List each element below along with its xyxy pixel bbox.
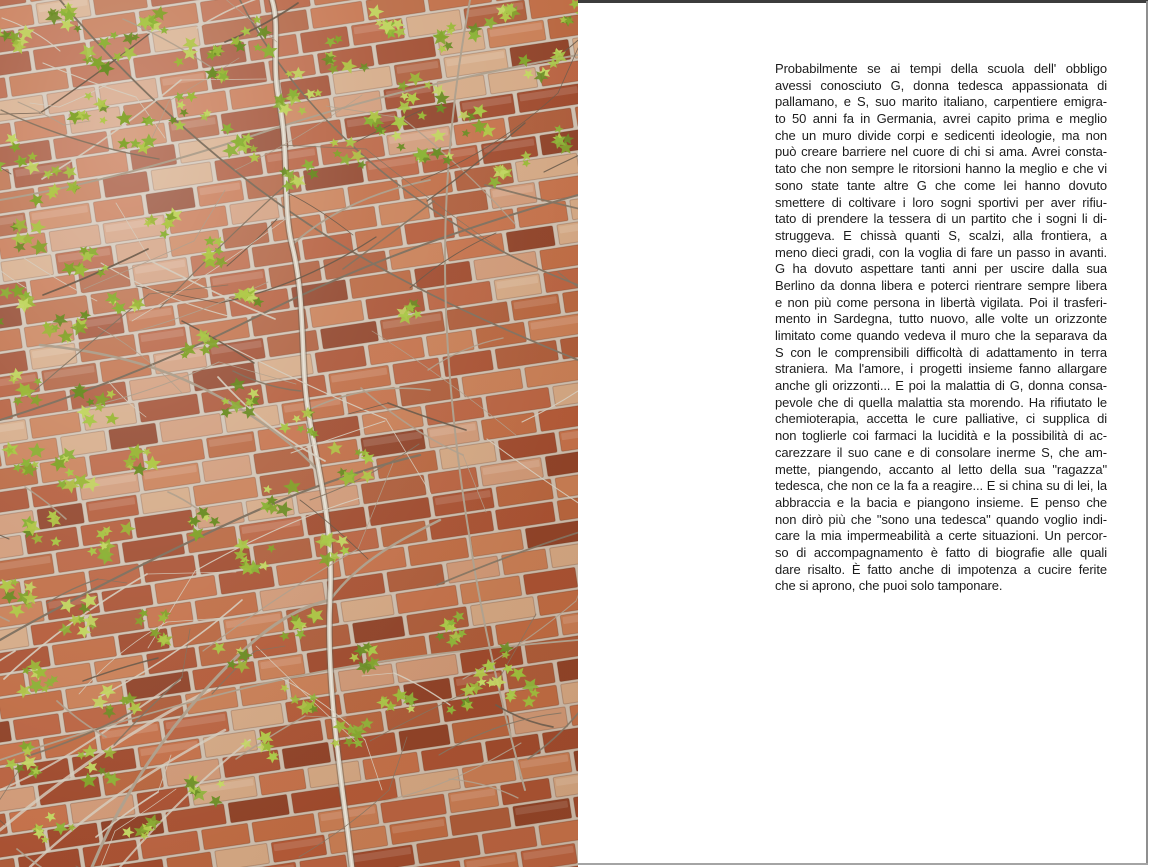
text-line: tato di prendere la tessera di un partito che i sogni li di- (775, 211, 1107, 227)
text-line: limitato come quando vedeva il muro che la separava da (775, 328, 1107, 343)
text-line: avessi conosciuto G, donna tedesca appassionata di (775, 77, 1107, 93)
text-line: meno dieci gradi, con la voglia di fare un passo in avanti. (775, 244, 1107, 260)
page-edge-right (1146, 1, 1148, 865)
text-line: sono state tante altre G che come lei hanno dovuto (775, 177, 1107, 193)
text-line: smettere di coltivare i loro sogni sportivi per aver rifiu- (775, 194, 1107, 210)
text-line: mette, piangendo, accanto al letto della sua "ragazza" (775, 461, 1107, 477)
page-edge-top (578, 0, 1148, 3)
text-page (578, 0, 1151, 867)
text-line: non dirò più che "sono una tedesca" quando voglio indi- (775, 511, 1107, 527)
text-line: che si aprono, che puoi solo tamponare. (775, 578, 1003, 594)
text-line: Berlino da donna libera e poterci rientrare sempre libera (775, 277, 1107, 293)
page-edge-bottom (578, 863, 1148, 865)
text-line: anche gli orizzonti... E poi la malattia di G, donna consa- (775, 378, 1107, 394)
text-line: pevole che di quella malattia sta morendo. Ha rifiutato le (775, 394, 1107, 410)
text-line: care la mia impermeabilità a certe situazioni. Un percor- (775, 528, 1107, 544)
text-line: straniera. Ma l'amore, i progetti insieme fanno allargare (775, 361, 1107, 377)
text-line: tedesca, che non ce la fa a reagire... E si china su di lei, la (775, 478, 1107, 494)
text-line: non toglierle coi farmaci la lucidità e la possibilità di ac- (775, 428, 1107, 444)
text-line: to 50 anni fa in Germania, avrei capito prima e meglio (775, 111, 1107, 127)
text-line: e non più come persona in libertà vigilata. Poi il trasferi- (775, 294, 1107, 310)
text-line: pallamano, e S, suo marito italiano, carpentiere emigra- (775, 94, 1107, 110)
body-paragraph (775, 61, 1107, 595)
text-line: mento in Sardegna, tutto nuovo, alle volte un orizzonte (775, 311, 1107, 327)
text-line: so di accompagnamento è fatto di biografie alle quali (775, 544, 1107, 560)
text-line: tato che non sempre le ritorsioni hanno la meglio e che vi (775, 161, 1107, 177)
text-line: abbraccia e la bacia e piangono insieme. E penso che (775, 494, 1107, 510)
text-line: che un muro divide corpi e sedicenti ideologie, ma non (775, 127, 1107, 143)
text-line: dare risalto. È fatto anche di impotenza a cucire ferite (775, 561, 1107, 577)
text-line: struggeva. E chissà quanti S, scalzi, alla frontiera, a (775, 227, 1107, 243)
text-line: chemioterapia, accetta le cure palliative, ci supplica di (775, 411, 1107, 427)
text-line: G ha dovuto aspettare tanti anni per uscire dalla sua (775, 261, 1107, 277)
text-line: Probabilmente se ai tempi della scuola dell' obbligo (775, 61, 1107, 76)
text-line: carezzare il suo cane e di consolare inerme S, che am- (775, 444, 1107, 460)
text-line: S con le comprensibili difficoltà di adattamento in terra (775, 344, 1107, 360)
text-line: può creare barriere nel cuore di chi si ama. Avrei consta- (775, 144, 1107, 160)
